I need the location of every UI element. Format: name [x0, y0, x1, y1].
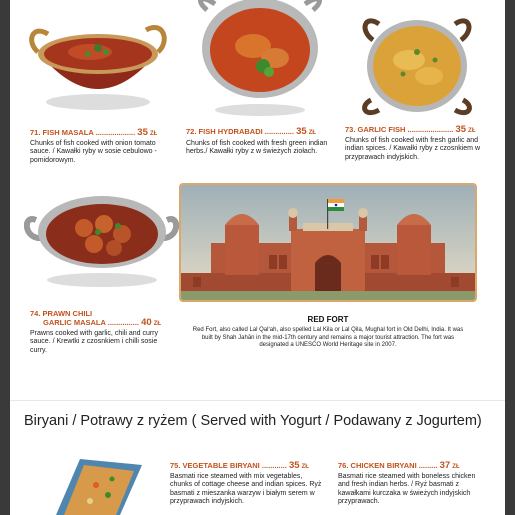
dish-76-description: Basmati rice steamed with boneless chicken and fresh indian herbs. / Ryż basmati z kawałkami kurczaka w świeżych indyjskich przyprawach. — [338, 473, 476, 506]
dish-72-title: 72. FISH HYDRABADI .............. 35 ZŁ — [186, 126, 317, 137]
red-fort-caption: Red Fort, also called Lal Qal‘ah, also spelled Lal Kila or Lal Qila, Mughal fort in Old Delhi, India. It was built by Shah Jahān in the mid-17th century and remains a major tourist attraction. The fort was designated a UNESCO World Heritage site in 2007. — [192, 327, 464, 349]
dish-76-title: 76. CHICKEN BIRYANI ......... 37 ZŁ — [338, 460, 460, 471]
dish-73-title: 73. GARLIC FISH ...................... 35 ZŁ — [345, 124, 476, 135]
vegetable-biryani-image — [50, 455, 150, 515]
dish-74-title: 74. PRAWN CHILI GARLIC MASALA ............... 40 ZŁ — [30, 309, 162, 328]
dish-71-description: Chunks of fish cooked with onion tomato sauce. / Kawałki ryby w sosie cebulowo -pomidorowym. — [30, 140, 157, 164]
indian-flag — [328, 199, 344, 211]
red-fort-illustration — [181, 185, 475, 300]
section-heading: Biryani / Potrawy z ryżem ( Served with Yogurt / Podawany z Jogurtem) — [24, 413, 482, 429]
fish-masala-image — [28, 14, 168, 114]
red-fort-photo — [179, 183, 477, 302]
divider — [10, 400, 505, 401]
dish-72-description: Chunks of fish cooked with fresh green indian herbs./ Kawałki ryby z w świeżych ziołach. — [186, 140, 328, 156]
fish-hydrabadi-image — [195, 0, 325, 118]
dish-75-description: Basmati rice steamed with mix vegetables, chunks of cottage cheese and indian spices. Ryż basmati z mieszanka warzyw i białym serem w przyprawach indyjskich. — [170, 473, 322, 506]
garlic-fish-image — [357, 10, 477, 118]
prawn-chili-garlic-masala-image — [24, 190, 179, 290]
red-fort-title: RED FORT — [307, 315, 349, 324]
dish-75-title: 75. VEGETABLE BIRYANI ............ 35 ZŁ — [170, 460, 309, 471]
menu-page — [10, 0, 505, 515]
dish-73-description: Chunks of fish cooked with fresh garlic and indian spices. / Kawałki ryby z czosnkiem w przyprawach indyjskich. — [345, 137, 480, 161]
dish-74-description: Prawns cooked with garlic, chili and curry sauce. / Krewtki z czosnkiem i chilli sosie curry. — [30, 330, 158, 354]
dish-71-title: 71. FISH MASALA ................... 35 ZŁ — [30, 127, 158, 138]
